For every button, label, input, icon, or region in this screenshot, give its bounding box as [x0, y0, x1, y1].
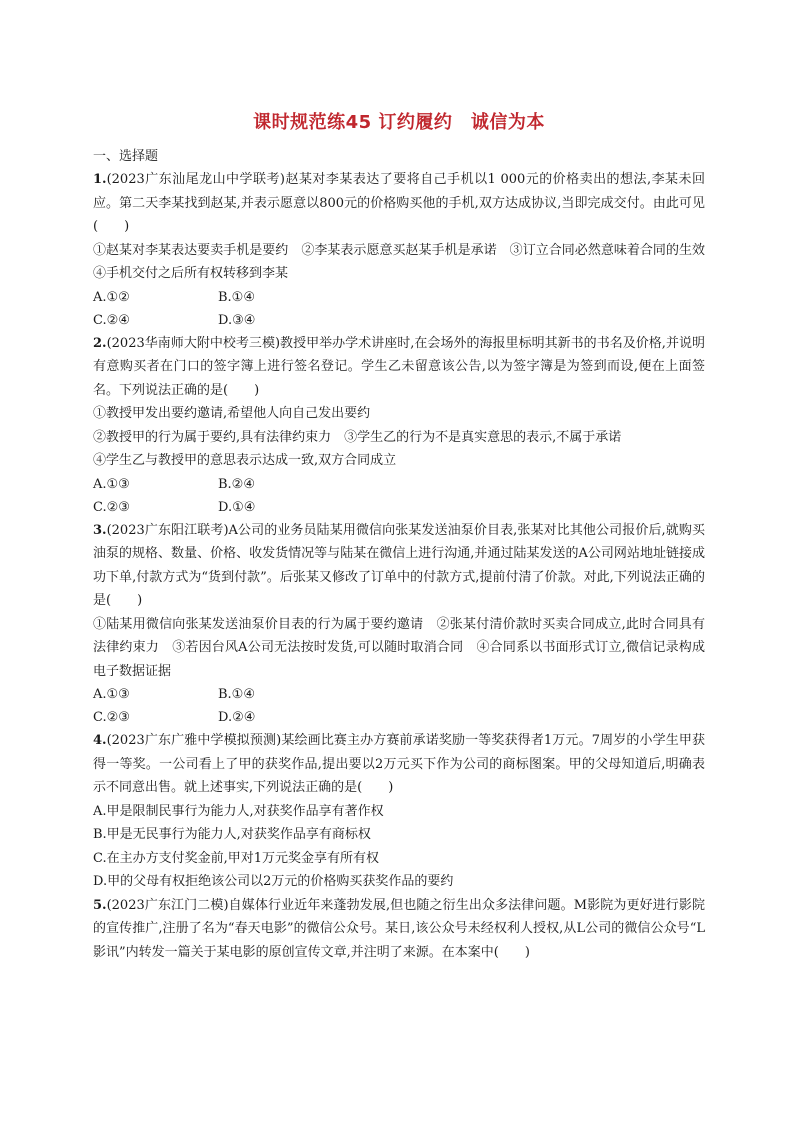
option-b: B.①④ [218, 289, 255, 305]
option-c: C.②③ [93, 499, 130, 515]
question-stem [93, 729, 705, 800]
document-page [93, 108, 719, 964]
question-text: (2023广东广雅中学模拟预测)某绘画比赛主办方赛前承诺奖励一等奖获得者1万元。7周岁的小学生甲获得一等奖。一公司看上了甲的获奖作品,提出要以2万元买下作为公司的商标图案。甲的父母知道后,明确表示不同意出售。就上述事实,下列说法正确的是( ) [93, 733, 705, 795]
question-number: 2. [93, 335, 107, 351]
option-a: A.甲是限制民事行为能力人,对获奖作品享有著作权 [93, 803, 384, 819]
question-stem [93, 168, 705, 239]
option-a: A.①② [93, 289, 130, 305]
option-b: B.甲是无民事行为能力人,对获奖作品享有商标权 [93, 827, 371, 842]
statements: ①陆某用微信向张某发送油泵价目表的行为属于要约邀请 ②张某付清价款时买卖合同成立,此时合同具有法律约束力 ③若因台风A公司无法按时发货,可以随时取消合同 ④合同系以书面形式订立,微信记录构成电子数据证据 [93, 616, 705, 679]
option-d: D.①④ [218, 499, 256, 515]
section-heading: 一、选择题 [93, 149, 159, 164]
option-row [93, 473, 705, 496]
question-text: (2023广东阳江联考)A公司的业务员陆某用微信向张某发送油泵价目表,张某对比其他公司报价后,就购买油泵的规格、数量、价格、收发货情况等与陆某在微信上进行沟通,并通过陆某发送的A公司网站地址链接成功下单,付款方式为“货到付款”。后张某又修改了订单中的付款方式,提前付清了价款。对此,下列说法正确的是( ) [93, 522, 705, 608]
option-d: D.②④ [218, 710, 256, 725]
question-3 [93, 519, 705, 730]
question-2 [93, 332, 705, 519]
option-c: C.在主办方支付奖金前,甲对1万元奖金享有所有权 [93, 850, 380, 866]
question-4 [93, 729, 705, 894]
statement: ①教授甲发出要约邀请,希望他人向自己发出要约 [93, 406, 371, 421]
option-a: A.①③ [93, 687, 130, 702]
question-number: 4. [93, 733, 107, 748]
question-number: 3. [93, 522, 107, 538]
question-number: 1. [93, 172, 107, 187]
option-d: D.甲的父母有权拒绝该公司以2万元的价格购买获奖作品的要约 [93, 874, 454, 889]
question-stem [93, 332, 705, 403]
option-row [93, 683, 705, 706]
statement: ②教授甲的行为属于要约,具有法律约束力 ③学生乙的行为不是真实意思的表示,不属于承诺 [93, 429, 622, 445]
option-d: D.③④ [218, 312, 256, 328]
question-stem [93, 894, 705, 965]
option-row [93, 309, 705, 332]
option-row [93, 286, 705, 309]
question-1 [93, 168, 719, 332]
statement: ④学生乙与教授甲的意思表示达成一致,双方合同成立 [93, 453, 397, 468]
option-b: B.②④ [218, 476, 255, 492]
question-5 [93, 894, 705, 965]
option-b: B.①④ [218, 687, 255, 702]
question-text: (2023广东江门二模)自媒体行业近年来蓬勃发展,但也随之衍生出众多法律问题。M影院为更好进行影院的宣传推广,注册了名为“春天电影”的微信公众号。某日,该公众号未经权利人授权,从L公司的微信公众号“L影讯”内转发一篇关于某电影的原创宣传文章,并注明了来源。在本案中( ) [93, 897, 705, 960]
page-title: 课时规范练45 订约履约 诚信为本 [253, 112, 545, 133]
option-a: A.①③ [93, 476, 130, 492]
option-c: C.②③ [93, 710, 130, 725]
statements: ①赵某对李某表达要卖手机是要约 ②李某表示愿意买赵某手机是承诺 ③订立合同必然意味着合同的生效 ④手机交付之后所有权转移到李某 [93, 242, 719, 281]
question-stem [93, 519, 705, 613]
option-row [93, 496, 705, 519]
question-number: 5. [93, 897, 107, 913]
option-row [93, 706, 705, 729]
option-c: C.②④ [93, 312, 130, 328]
question-text: (2023广东汕尾龙山中学联考)赵某对李某表达了要将自己手机以1 000元的价格卖出的想法,李某未回应。第二天李某找到赵某,并表示愿意以800元的价格购买他的手机,双方达成协议,当即完成交付。由此可见( ) [93, 172, 705, 234]
question-text: (2023华南师大附中校考三模)教授甲举办学术讲座时,在会场外的海报里标明其新书的书名及价格,并说明有意购买者在门口的签字簿上进行签名登记。学生乙未留意该公告,以为签字簿是为签到而设,便在上面签名。下列说法正确的是( ) [93, 335, 705, 398]
